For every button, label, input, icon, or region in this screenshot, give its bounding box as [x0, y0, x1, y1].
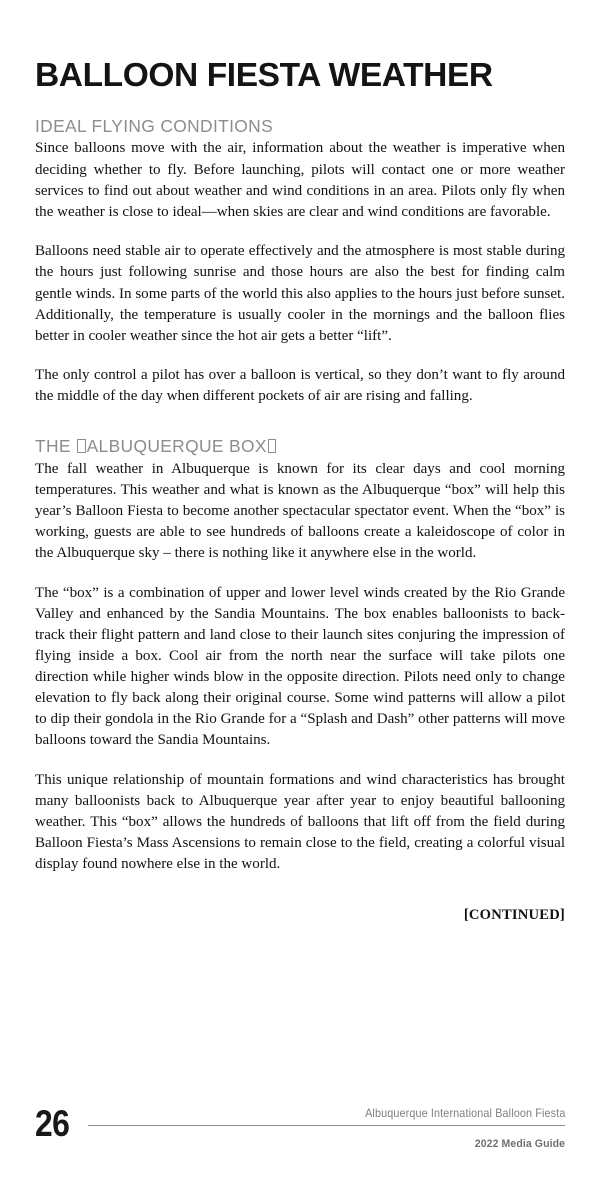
paragraph: Balloons need stable air to operate effectively and the atmosphere is most stable during the hours just following sunrise and those hours are also the best for finding calm gentle winds. In some parts of the world this also applies to the hours just before sunset. Additionally, the temperature is usually cooler in the mornings and the balloon flies better in cooler weather since the hot air gets a better “lift”. — [35, 243, 565, 344]
page-content — [35, 58, 565, 924]
missing-glyph-box-icon — [268, 439, 277, 453]
section-heading-core: ALBUQUERQUE BOX — [86, 436, 267, 457]
section-heading-albuquerque-box — [35, 435, 565, 457]
section-heading-lead: THE — [35, 436, 77, 457]
page-footer — [35, 1096, 565, 1158]
section-heading-ideal-flying-conditions: IDEAL FLYING CONDITIONS — [35, 116, 274, 137]
page-title: BALLOON FIESTA WEATHER — [35, 57, 493, 94]
footer-guide-title: 2022 Media Guide — [474, 1138, 565, 1150]
footer-page-number: 26 — [35, 1103, 70, 1144]
paragraph: This unique relationship of mountain formations and wind characteristics has brought many balloonists back to Albuquerque year after year to enjoy beautiful ballooning weather. This “box” allows the hundreds of balloons that lift off from the field during Balloon Fiesta’s Mass Ascensions to remain close to the field, creating a colorful visual display found nowhere else in the world. — [35, 771, 565, 873]
footer-divider — [88, 1125, 565, 1126]
paragraph: The only control a pilot has over a balloon is vertical, so they don’t want to fly around the middle of the day when different pockets of air are rising and falling. — [35, 367, 565, 405]
paragraph: The fall weather in Albuquerque is known for its clear days and cool morning temperatures. This weather and what is known as the Albuquerque “box” will help this year’s Balloon Fiesta to become another spectacular spectator event. When the “box” is working, guests are able to see hundreds of balloons create a kaleidoscope of color in the Albuquerque sky – there is nothing like it anywhere else in the world. — [35, 460, 565, 562]
missing-glyph-box-icon — [77, 439, 86, 453]
continued-marker: [CONTINUED] — [463, 907, 565, 924]
paragraph: The “box” is a combination of upper and lower level winds created by the Rio Grande Valley and enhanced by the Sandia Mountains. The box enables balloonists to back-track their flight pattern and land close to their launch sites conjuring the impression of flying inside a box. Cool air from the north near the surface will take pilots one direction while higher winds blow in the opposite direction. Pilots need only to change elevation to fly back along their original course. Some wind patterns will allow a pilot to dip their gondola in the Rio Grande for a “Splash and Dash” other patterns will move balloons toward the Sandia Mountains. — [35, 584, 565, 749]
paragraph: Since balloons move with the air, information about the weather is imperative when deciding whether to fly. Before launching, pilots will contact one or more weather services to find out about weather and wind conditions in an area. Pilots only fly when the weather is close to ideal—when skies are clear and wind conditions are favorable. — [35, 140, 565, 220]
footer-organization: Albuquerque International Balloon Fiesta — [364, 1107, 565, 1120]
